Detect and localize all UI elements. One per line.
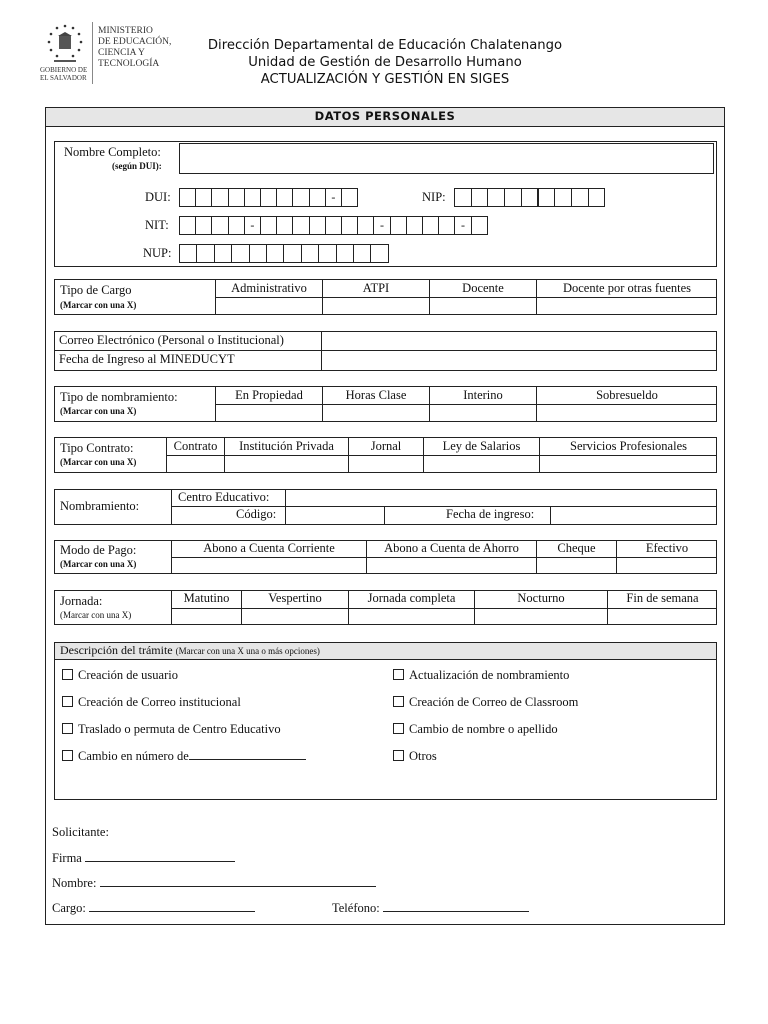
checkbox-label: Actualización de nombramiento [409, 668, 570, 682]
tipo-cargo-mark-cell[interactable] [323, 298, 429, 314]
tc-mark-cell[interactable] [424, 456, 539, 472]
tipo-cargo-option: Docente por otras fuentes [562, 281, 692, 295]
title-direccion: Dirección Departamental de Educación Chalatenango [207, 38, 563, 53]
nup-label: NUP: [143, 246, 172, 260]
tramite-label [60, 643, 320, 658]
digit-box[interactable] [336, 244, 354, 263]
digit-box[interactable] [471, 188, 489, 207]
modo-pago-label: Modo de Pago: [60, 543, 137, 557]
tn-mark-cell[interactable] [216, 405, 322, 421]
digit-box[interactable] [487, 188, 505, 207]
header [0, 0, 768, 100]
digit-box[interactable] [538, 188, 556, 207]
jornada-option: Vespertino [268, 591, 322, 605]
modo-pago-sublabel: (Marcar con una X) [60, 559, 137, 569]
tipo-contrato-sublabel: (Marcar con una X) [60, 457, 137, 467]
digit-box[interactable] [276, 216, 293, 235]
digit-box[interactable] [249, 244, 267, 263]
separator-dash: - [325, 188, 342, 207]
digit-box[interactable] [179, 216, 196, 235]
digit-box[interactable] [438, 216, 455, 235]
digit-box[interactable] [309, 216, 326, 235]
tipo-cargo-option: ATPI [362, 281, 390, 295]
jo-mark-cell[interactable] [172, 609, 241, 624]
digit-box[interactable] [471, 216, 488, 235]
jo-mark-cell[interactable] [608, 609, 716, 624]
digit-box[interactable] [504, 188, 522, 207]
checkbox-classroom[interactable] [393, 695, 578, 710]
digit-box[interactable] [353, 244, 371, 263]
digit-box[interactable] [554, 188, 572, 207]
nip-label: NIP: [422, 190, 446, 204]
tc-mark-cell[interactable] [540, 456, 717, 472]
nm-sep [384, 506, 385, 525]
fecha-ingreso-input[interactable] [322, 351, 716, 370]
separator-dash: - [454, 216, 471, 235]
cargo-line[interactable] [89, 901, 255, 912]
digit-box[interactable] [318, 244, 336, 263]
tc-mark-cell[interactable] [167, 456, 224, 472]
tipo-nombramiento-option: Interino [463, 388, 503, 402]
checkbox-label: Creación de Correo de Classroom [409, 695, 579, 709]
digit-box[interactable] [341, 188, 358, 207]
gov-caption [40, 66, 87, 82]
digit-box[interactable] [179, 188, 196, 207]
jornada-option: Matutino [183, 591, 230, 605]
tn-mark-cell[interactable] [537, 405, 717, 421]
tipo-nombramiento-option: Horas Clase [345, 388, 407, 402]
digit-box[interactable] [390, 216, 407, 235]
checkbox-label: Cambio en número de [78, 749, 189, 763]
solicitante-label: Solicitante: [52, 825, 109, 839]
checkbox-label: Cambio de nombre o apellido [409, 722, 558, 736]
mp-mark-cell[interactable] [537, 558, 616, 573]
tipo-nombramiento-sublabel: (Marcar con una X) [60, 406, 137, 416]
dui-label: DUI: [145, 190, 171, 204]
checkbox-label: Creación de Correo institucional [78, 695, 241, 709]
firma-label: Firma [52, 851, 82, 865]
section-title-text: DATOS PERSONALES [314, 109, 456, 123]
tc-mark-cell[interactable] [225, 456, 348, 472]
digit-box[interactable] [521, 188, 539, 207]
title-siges: ACTUALIZACIÓN Y GESTIÓN EN SIGES [260, 72, 510, 87]
digit-box[interactable] [406, 216, 423, 235]
codigo-input[interactable] [286, 507, 384, 524]
tn-mark-cell[interactable] [323, 405, 429, 421]
digit-box[interactable] [292, 188, 309, 207]
tipo-cargo-label: Tipo de Cargo [60, 283, 132, 297]
jo-mark-cell[interactable] [349, 609, 474, 624]
nombramiento-fecha-label: Fecha de ingreso: [446, 507, 535, 521]
tramite-box [54, 642, 717, 800]
tipo-contrato-option: Jornal [370, 439, 402, 453]
nombre-sublabel: (según DUI): [112, 161, 162, 171]
checkbox-icon[interactable] [62, 669, 73, 680]
jornada-option: Jornada completa [367, 591, 456, 605]
checkbox-otros[interactable] [393, 749, 437, 764]
tramite-label-text: Descripción del trámite [60, 643, 173, 657]
nm-divider [171, 489, 172, 525]
cargo-label: Cargo: [52, 901, 86, 915]
ministry-line: TECNOLOGÍA [98, 59, 160, 69]
nombramiento-label: Nombramiento: [60, 499, 140, 513]
digit-box[interactable] [588, 188, 606, 207]
jo-mark-cell[interactable] [475, 609, 607, 624]
digit-box[interactable] [195, 216, 212, 235]
cargo-row [52, 901, 255, 916]
title-unidad: Unidad de Gestión de Desarrollo Humano [248, 55, 522, 70]
mp-mark-cell[interactable] [367, 558, 536, 573]
nombre-firma-line[interactable] [100, 876, 376, 887]
tipo-contrato-option: Contrato [173, 439, 218, 453]
checkbox-label: Traslado o permuta de Centro Educativo [78, 722, 281, 736]
mp-mark-cell[interactable] [172, 558, 366, 573]
logo-divider [92, 22, 93, 84]
modo-pago-option: Cheque [557, 541, 596, 555]
telefono-line[interactable] [383, 901, 529, 912]
tipo-cargo-sublabel: (Marcar con una X) [60, 300, 137, 310]
digit-box[interactable] [179, 244, 197, 263]
tipo-nombramiento-option: Sobresueldo [596, 388, 658, 402]
tipo-contrato-option: Ley de Salarios [442, 439, 521, 453]
modo-pago-option: Abono a Cuenta de Ahorro [384, 541, 519, 555]
digit-box[interactable] [211, 188, 228, 207]
checkbox-creacion-usuario[interactable] [62, 668, 178, 683]
digit-box[interactable] [228, 216, 245, 235]
checkbox-label: Creación de usuario [78, 668, 178, 682]
tipo-cargo-mark-cell[interactable] [537, 298, 717, 314]
nombre-input[interactable] [179, 143, 714, 174]
digit-box[interactable] [283, 244, 301, 263]
digit-box[interactable] [301, 244, 319, 263]
tipo-cargo-mark-cell[interactable] [216, 298, 322, 314]
nombre-label: Nombre Completo: [64, 145, 161, 159]
ministry-name [98, 26, 171, 70]
digit-box[interactable] [196, 244, 214, 263]
tipo-nombramiento-option: En Propiedad [235, 388, 303, 402]
jo-mark-cell[interactable] [242, 609, 348, 624]
telefono-label: Teléfono: [332, 901, 380, 915]
checkbox-icon[interactable] [393, 723, 404, 734]
checkbox-icon[interactable] [393, 750, 404, 761]
tipo-cargo-option: Docente [462, 281, 504, 295]
nombre-row [52, 876, 376, 891]
checkbox-creacion-correo[interactable] [62, 695, 241, 710]
nombre-firma-label: Nombre: [52, 876, 97, 890]
digit-box[interactable] [260, 188, 277, 207]
digit-box[interactable] [228, 188, 245, 207]
ministry-line: MINISTERIO [98, 26, 153, 36]
checkbox-icon[interactable] [62, 750, 73, 761]
digit-box[interactable] [214, 244, 232, 263]
digit-box[interactable] [370, 244, 388, 263]
jornada-label: Jornada: [60, 594, 103, 608]
checkbox-traslado[interactable] [62, 722, 281, 737]
jornada-sublabel: (Marcar con una X) [60, 610, 132, 620]
tc-mark-cell[interactable] [349, 456, 423, 472]
jornada-option: Nocturno [517, 591, 565, 605]
separator-dash: - [244, 216, 261, 235]
firma-line[interactable] [85, 851, 235, 862]
telefono-row [332, 901, 529, 916]
digit-box[interactable] [244, 188, 261, 207]
tipo-contrato-option: Institución Privada [239, 439, 334, 453]
centro-educativo-input[interactable] [286, 490, 716, 506]
digit-box[interactable] [211, 216, 228, 235]
digit-box[interactable] [454, 188, 472, 207]
digit-box[interactable] [422, 216, 439, 235]
correo-label: Correo Electrónico (Personal o Institucional) [59, 333, 284, 347]
mp-mark-cell[interactable] [617, 558, 716, 573]
checkbox-cambio-nombre[interactable] [393, 722, 558, 737]
digit-box[interactable] [309, 188, 326, 207]
separator-dash: - [373, 216, 390, 235]
nombramiento-fecha-input[interactable] [551, 507, 716, 524]
tipo-cargo-option: Administrativo [231, 281, 307, 295]
digit-box[interactable] [357, 216, 374, 235]
digit-box[interactable] [325, 216, 342, 235]
tipo-nombramiento-label: Tipo de nombramiento: [60, 390, 178, 404]
ministry-line: CIENCIA Y [98, 48, 145, 58]
digit-box[interactable] [231, 244, 249, 263]
checkbox-icon[interactable] [62, 696, 73, 707]
correo-input[interactable] [322, 332, 716, 350]
digit-box[interactable] [266, 244, 284, 263]
modo-pago-option: Abono a Cuenta Corriente [203, 541, 335, 555]
checkbox-cambio-numero[interactable] [62, 749, 306, 764]
digit-box[interactable] [571, 188, 589, 207]
section-title [46, 108, 724, 127]
digit-box[interactable] [195, 188, 212, 207]
modo-pago-option: Efectivo [645, 541, 689, 555]
digit-box[interactable] [292, 216, 309, 235]
government-seal-icon [44, 22, 86, 66]
jornada-option: Fin de semana [626, 591, 699, 605]
cambio-numero-line[interactable] [189, 749, 306, 760]
tramite-sublabel: (Marcar con una X una o más opciones) [175, 646, 320, 656]
ministry-line: DE EDUCACIÓN, [98, 37, 172, 47]
digit-box[interactable] [341, 216, 358, 235]
fecha-ingreso-label: Fecha de Ingreso al MINEDUCYT [59, 352, 235, 366]
centro-educativo-label: Centro Educativo: [178, 490, 270, 504]
gov-line: EL SALVADOR [40, 74, 87, 82]
tipo-contrato-option: Servicios Profesionales [570, 439, 687, 453]
checkbox-label: Otros [409, 749, 437, 763]
tn-mark-cell[interactable] [430, 405, 536, 421]
nit-label: NIT: [145, 218, 169, 232]
tipo-cargo-mark-cell[interactable] [430, 298, 536, 314]
digit-box[interactable] [260, 216, 277, 235]
tipo-contrato-label: Tipo Contrato: [60, 441, 134, 455]
checkbox-icon[interactable] [393, 696, 404, 707]
checkbox-actualizacion[interactable] [393, 668, 569, 683]
gov-line: GOBIERNO DE [40, 66, 88, 74]
checkbox-icon[interactable] [62, 723, 73, 734]
codigo-label: Código: [236, 507, 277, 521]
digit-box[interactable] [276, 188, 293, 207]
checkbox-icon[interactable] [393, 669, 404, 680]
firma-row [52, 851, 235, 866]
